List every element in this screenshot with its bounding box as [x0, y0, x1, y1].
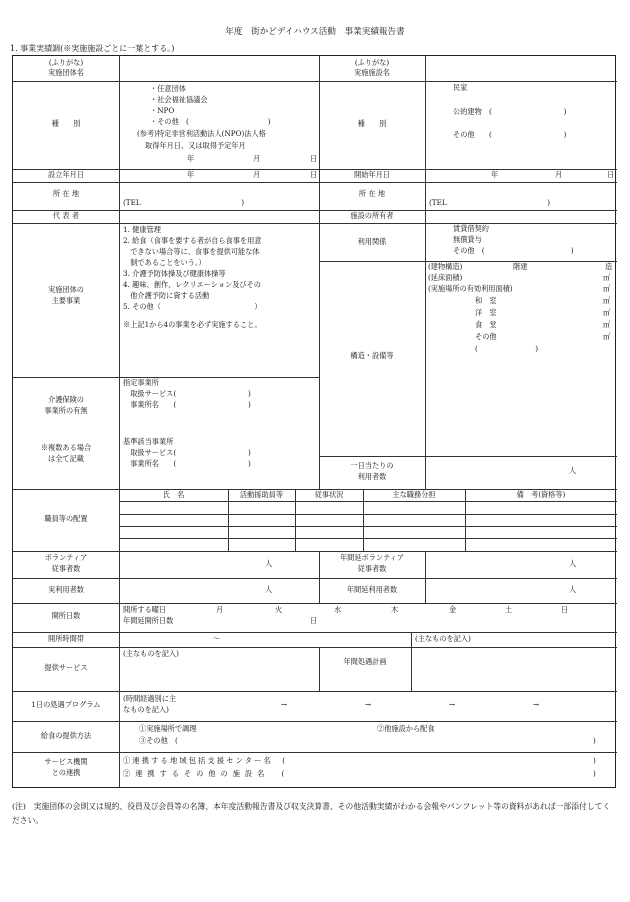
meal-label: 給食の提供方法 — [40, 731, 92, 740]
document-title: 年度 街かどデイハウス活動 事業実績報告書 — [225, 27, 405, 37]
divider — [319, 261, 617, 262]
facility-name-label: 実施施設名 — [354, 68, 390, 77]
hours-separator: 〜 — [213, 634, 221, 643]
building-structure: (建物構造) — [428, 262, 463, 271]
room: 食 堂 — [475, 320, 497, 329]
structure-suffix: 造 — [605, 262, 613, 271]
business-note: ※上記1から4の事業を必ず実施すること。 — [123, 320, 262, 329]
facility-type-label: 種 別 — [357, 119, 387, 128]
business-item: 1. 健康管理 — [123, 225, 161, 234]
weekday[interactable]: 土 — [505, 605, 513, 614]
est-date-label: 設立年月日 — [48, 170, 84, 179]
arrow: → — [449, 700, 456, 709]
room: 和 室 — [475, 296, 497, 305]
structure-label: 構造・設備等 — [350, 351, 394, 360]
divider — [319, 647, 320, 691]
main-note: (主なものを記入) — [415, 634, 471, 643]
weekday-title: 開所する曜日 — [123, 605, 167, 614]
cooperation-line-2[interactable]: ②連携するその他の施設名 ( — [123, 769, 290, 778]
day-unit: 日 — [310, 154, 318, 163]
divider — [13, 210, 617, 211]
divider — [13, 377, 319, 378]
divider — [119, 514, 617, 515]
divider — [13, 721, 617, 722]
annual-plan-label: 年間処遇計画 — [343, 657, 387, 666]
volunteer-label-2: 従事者数 — [51, 564, 81, 573]
person-unit: 人 — [569, 466, 577, 475]
facility-address-label: 所 在 地 — [358, 189, 386, 198]
arrow: → — [533, 700, 540, 709]
meal-close: ) — [593, 736, 596, 745]
cooperation-close: ) — [593, 756, 596, 765]
business-item: 5. その他（ ） — [123, 302, 262, 311]
equivalent-title: 基準該当事業所 — [123, 437, 174, 446]
divider — [13, 551, 617, 552]
room: ( ) — [475, 344, 539, 353]
meal-option-3[interactable]: ③その他 ( — [139, 736, 178, 745]
divider — [13, 223, 617, 224]
users-label: 実利用者数 — [48, 585, 84, 594]
staff-col-name: 氏 名 — [162, 490, 185, 499]
business-label-1: 実施団体の — [48, 285, 84, 294]
annual-days: 年間延開所日数 — [123, 616, 174, 625]
person-unit: 人 — [569, 559, 577, 568]
org-type-option[interactable]: ・その他 ( ) — [150, 117, 271, 126]
area-unit: ㎡ — [603, 284, 611, 293]
insurance-label-1: 介護保険の — [48, 395, 84, 404]
weekday[interactable]: 金 — [449, 605, 457, 614]
services-label: 提供サービス — [44, 663, 88, 672]
business-item: 制であることをいう。） — [123, 258, 206, 267]
month-unit: 月 — [555, 170, 563, 179]
month-unit: 月 — [253, 170, 261, 179]
cooperation-label: サービス機関 — [44, 757, 88, 766]
person-unit: 人 — [265, 585, 273, 594]
org-type-option[interactable]: ・社会福祉協議会 — [150, 95, 208, 104]
facility-type-option[interactable]: 民家 — [453, 83, 468, 92]
day-unit: 日 — [607, 170, 615, 179]
divider — [13, 182, 617, 183]
annual-users-label: 年間延利用者数 — [346, 585, 398, 594]
facility-furigana: (ふりがな) — [354, 58, 390, 67]
divider — [13, 81, 617, 82]
staff-label: 職員等の配置 — [44, 514, 88, 523]
area-unit: ㎡ — [603, 320, 611, 329]
year-unit: 年 — [187, 170, 195, 179]
staff-col-status: 従事状況 — [314, 490, 344, 499]
arrow: → — [365, 700, 372, 709]
weekday[interactable]: 火 — [275, 605, 283, 614]
org-type-option[interactable]: ・任意団体 — [150, 84, 186, 93]
effective-area: (実施場所の有効利用面積) — [428, 284, 513, 293]
meal-option-2[interactable]: ②他施設から配食 — [377, 724, 435, 733]
report-form — [12, 55, 616, 788]
business-item: 他介護予防に資する活動 — [123, 291, 210, 300]
facility-name-field[interactable] — [429, 60, 611, 76]
designated-title: 指定事業所 — [123, 378, 159, 387]
usage-option[interactable]: 賃貸借契約 — [453, 224, 489, 233]
cooperation-close: ) — [593, 769, 596, 778]
designated-service[interactable]: 取扱サービス( ) — [123, 389, 251, 398]
org-type-note: (参考)特定非営利活動法人(NPO)法人格 — [137, 129, 266, 138]
business-item: 2. 給食（食事を要する者が自ら食事を用意 — [123, 236, 262, 245]
divider — [13, 632, 617, 633]
equivalent-name[interactable]: 事業所名 ( ) — [123, 459, 251, 468]
divider — [119, 56, 120, 489]
org-tel[interactable]: (TEL ) — [123, 198, 245, 207]
divider — [119, 526, 617, 527]
daily-label-1: 一日当たりの — [350, 461, 394, 470]
business-item: 3. 介護予防体操及び健康体操等 — [123, 269, 226, 278]
room: 洋 室 — [475, 308, 497, 317]
divider — [425, 551, 426, 603]
program-note: (時間経過別に主 — [123, 694, 177, 703]
floor-area: (延床面積) — [428, 273, 463, 282]
org-type-note: 取得年月日、又は取得予定年月 — [145, 141, 246, 150]
divider — [13, 647, 617, 648]
facility-type-option[interactable]: 公的建物 ( ) — [453, 107, 567, 116]
equivalent-service[interactable]: 取扱サービス( ) — [123, 448, 251, 457]
divider — [13, 752, 617, 753]
usage-label: 利用関係 — [357, 237, 387, 246]
room: その他 — [475, 332, 497, 341]
divider — [119, 538, 617, 539]
business-item: 4. 趣味、創作、レクリエーション及びその — [123, 280, 261, 289]
business-label-2: 主要事業 — [51, 296, 81, 305]
year-unit: 年 — [491, 170, 499, 179]
weekday[interactable]: 木 — [391, 605, 399, 614]
weekday[interactable]: 水 — [334, 605, 342, 614]
day-unit: 日 — [310, 170, 318, 179]
divider — [119, 489, 120, 788]
insurance-note-2: は全て記載 — [48, 454, 84, 463]
org-furigana: (ふりがな) — [48, 58, 84, 67]
area-unit: ㎡ — [603, 273, 611, 282]
org-address-label: 所 在 地 — [52, 189, 80, 198]
divider — [13, 603, 617, 604]
insurance-note-1: ※複数ある場合 — [40, 443, 92, 452]
facility-tel[interactable]: (TEL ) — [429, 198, 551, 207]
arrow: → — [281, 700, 288, 709]
day-unit: 日 — [310, 616, 318, 625]
area-unit: ㎡ — [603, 308, 611, 317]
volunteer-label-1: ボランティア — [44, 553, 88, 562]
staff-col-notes: 備 考(資格等) — [516, 490, 566, 499]
person-unit: 人 — [265, 559, 273, 568]
start-date-label: 開始年月日 — [354, 170, 390, 179]
annual-volunteer-label-2: 従事者数 — [357, 564, 387, 573]
cooperation-label: との連携 — [51, 768, 81, 777]
floors: 階建 — [513, 262, 528, 271]
usage-option[interactable]: その他 ( ) — [453, 246, 574, 255]
divider — [425, 56, 426, 489]
program-label: 1日の処遇プログラム — [31, 700, 101, 709]
org-name-field[interactable] — [123, 60, 313, 76]
divider — [319, 456, 617, 457]
facility-type-option[interactable]: その他 ( ) — [453, 130, 567, 139]
section-heading: 1. 事業実績調(※実施施設ごとに一葉とする。) — [10, 44, 175, 53]
owner-label: 施設の所有者 — [350, 211, 394, 220]
hours-label: 開所時間帯 — [48, 634, 84, 643]
staff-col-duty: 主な職務分担 — [392, 490, 436, 499]
year-unit: 年 — [187, 154, 195, 163]
cooperation-line-1[interactable]: ①連携する地域包括支援センター名 ( — [123, 756, 288, 765]
weekday[interactable]: 月 — [216, 605, 224, 614]
divider — [411, 632, 412, 691]
footnote: (注) 実施団体の会則又は規約、役員及び会員等の名簿、本年度活動報告書及び収支決算書、その他活動実績がわかる会報やパンフレット等の資料があれば一部添付してください。 — [12, 802, 611, 825]
org-type-label: 種 別 — [51, 119, 81, 128]
rep-label: 代 表 者 — [52, 211, 80, 220]
insurance-label-2: 事業所の有無 — [44, 406, 88, 415]
annual-volunteer-label-1: 年間延ボランティア — [339, 553, 405, 562]
org-type-option[interactable]: ・NPO — [150, 106, 175, 115]
designated-name[interactable]: 事業所名 ( ) — [123, 400, 251, 409]
program-note: なものを記入) — [123, 705, 169, 714]
daily-label-2: 利用者数 — [357, 472, 387, 481]
staff-col-role: 活動援助員等 — [239, 490, 284, 499]
area-unit: ㎡ — [603, 332, 611, 341]
services-note: (主なものを記入) — [123, 649, 179, 658]
business-item: できない場合等に、食事を提供可能な体 — [123, 247, 260, 256]
weekday[interactable]: 日 — [561, 605, 569, 614]
person-unit: 人 — [569, 585, 577, 594]
days-label: 開所日数 — [51, 611, 81, 620]
usage-option[interactable]: 無償貸与 — [453, 235, 482, 244]
area-unit: ㎡ — [603, 296, 611, 305]
meal-option-1[interactable]: ①実施場所で調理 — [139, 724, 197, 733]
divider — [13, 691, 617, 692]
divider — [119, 501, 617, 502]
divider — [13, 578, 617, 579]
org-name-label: 実施団体名 — [48, 68, 84, 77]
month-unit: 月 — [253, 154, 261, 163]
